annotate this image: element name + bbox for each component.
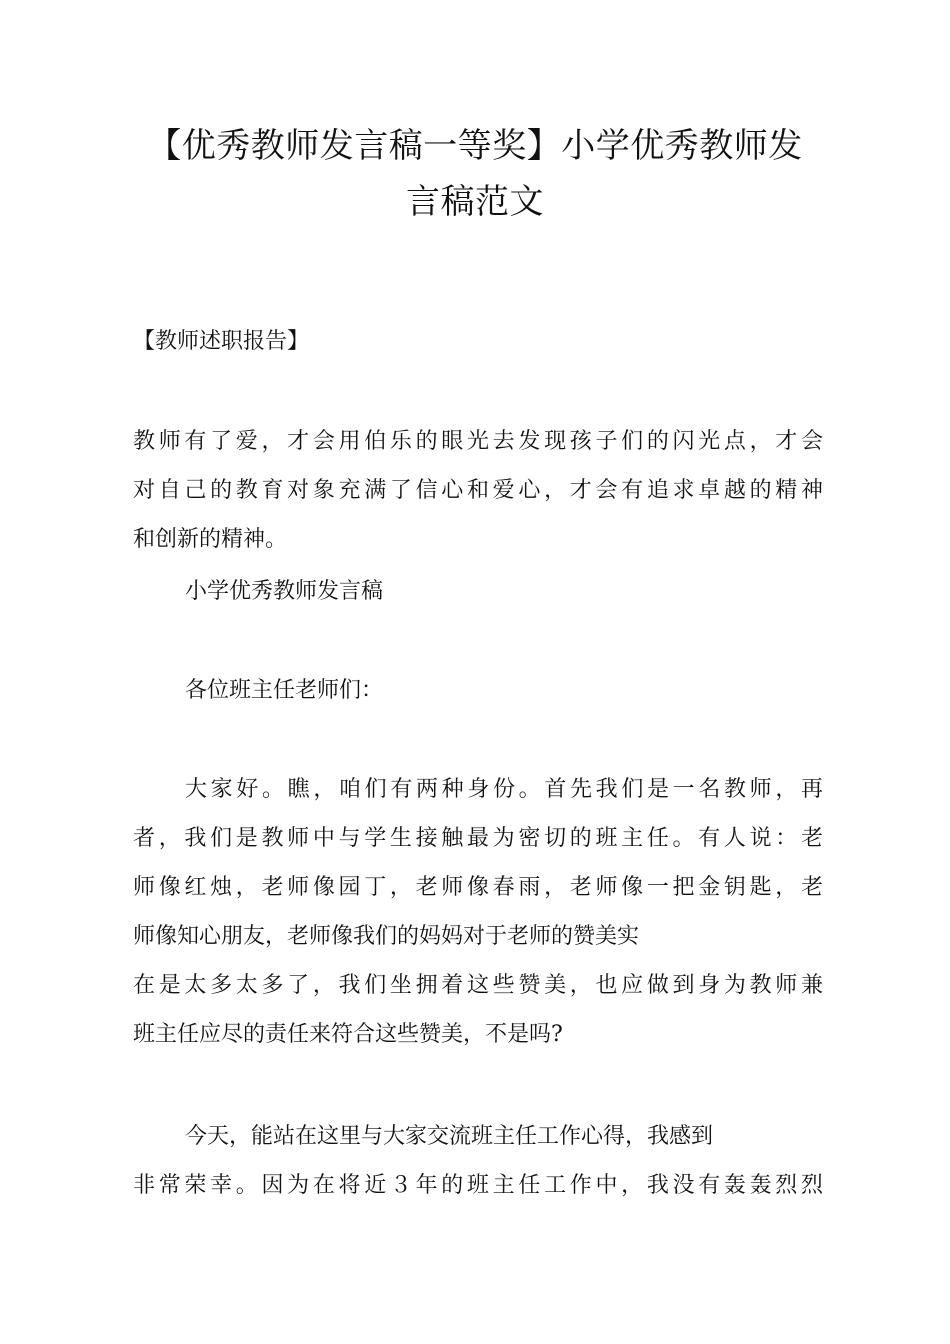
paragraph-line: 今天，能站在这里与大家交流班主任工作心得，我感到 <box>185 1124 714 1149</box>
paragraph-line: 教师有了爱，才会用伯乐的眼光去发现孩子们的闪光点，才会 <box>133 429 823 454</box>
paragraph-line: 师像知心朋友，老师像我们的妈妈对于老师的赞美实 <box>133 924 640 949</box>
paragraph-line: 对自己的教育对象充满了信心和爱心，才会有追求卓越的精神 <box>133 478 823 503</box>
paragraph-line: 在是太多太多了，我们坐拥着这些赞美，也应做到身为教师兼 <box>133 973 823 998</box>
paragraph-speech-heading <box>133 567 823 616</box>
paragraph-salutation <box>133 666 823 715</box>
title-line: 言稿范文 <box>406 182 544 222</box>
paragraph-line: 师像红烛，老师像园丁，老师像春雨，老师像一把金钥匙，老 <box>133 875 823 900</box>
paragraph-line: 和创新的精神。 <box>133 527 288 552</box>
paragraph-line: 非常荣幸。因为在将近３年的班主任工作中，我没有轰轰烈烈 <box>133 1173 823 1198</box>
document-title <box>100 118 850 230</box>
paragraph-line: 大家好。瞧，咱们有两种身份。首先我们是一名教师，再 <box>185 777 823 802</box>
paragraph-line: 小学优秀教师发言稿 <box>185 579 384 604</box>
paragraph-line: 班主任应尽的责任来符合这些赞美，不是吗? <box>133 1022 563 1047</box>
paragraph-line: 各位班主任老师们： <box>185 678 384 703</box>
paragraph-line: 者，我们是教师中与学生接触最为密切的班主任。有人说：老 <box>133 826 823 851</box>
section-subheading: 【教师述职报告】 <box>133 329 310 354</box>
paragraph-teacher-love <box>133 417 823 564</box>
paragraph-greeting <box>133 765 823 1059</box>
paragraph-today <box>133 1112 823 1210</box>
title-line: 【优秀教师发言稿一等奖】小学优秀教师发 <box>147 126 803 166</box>
